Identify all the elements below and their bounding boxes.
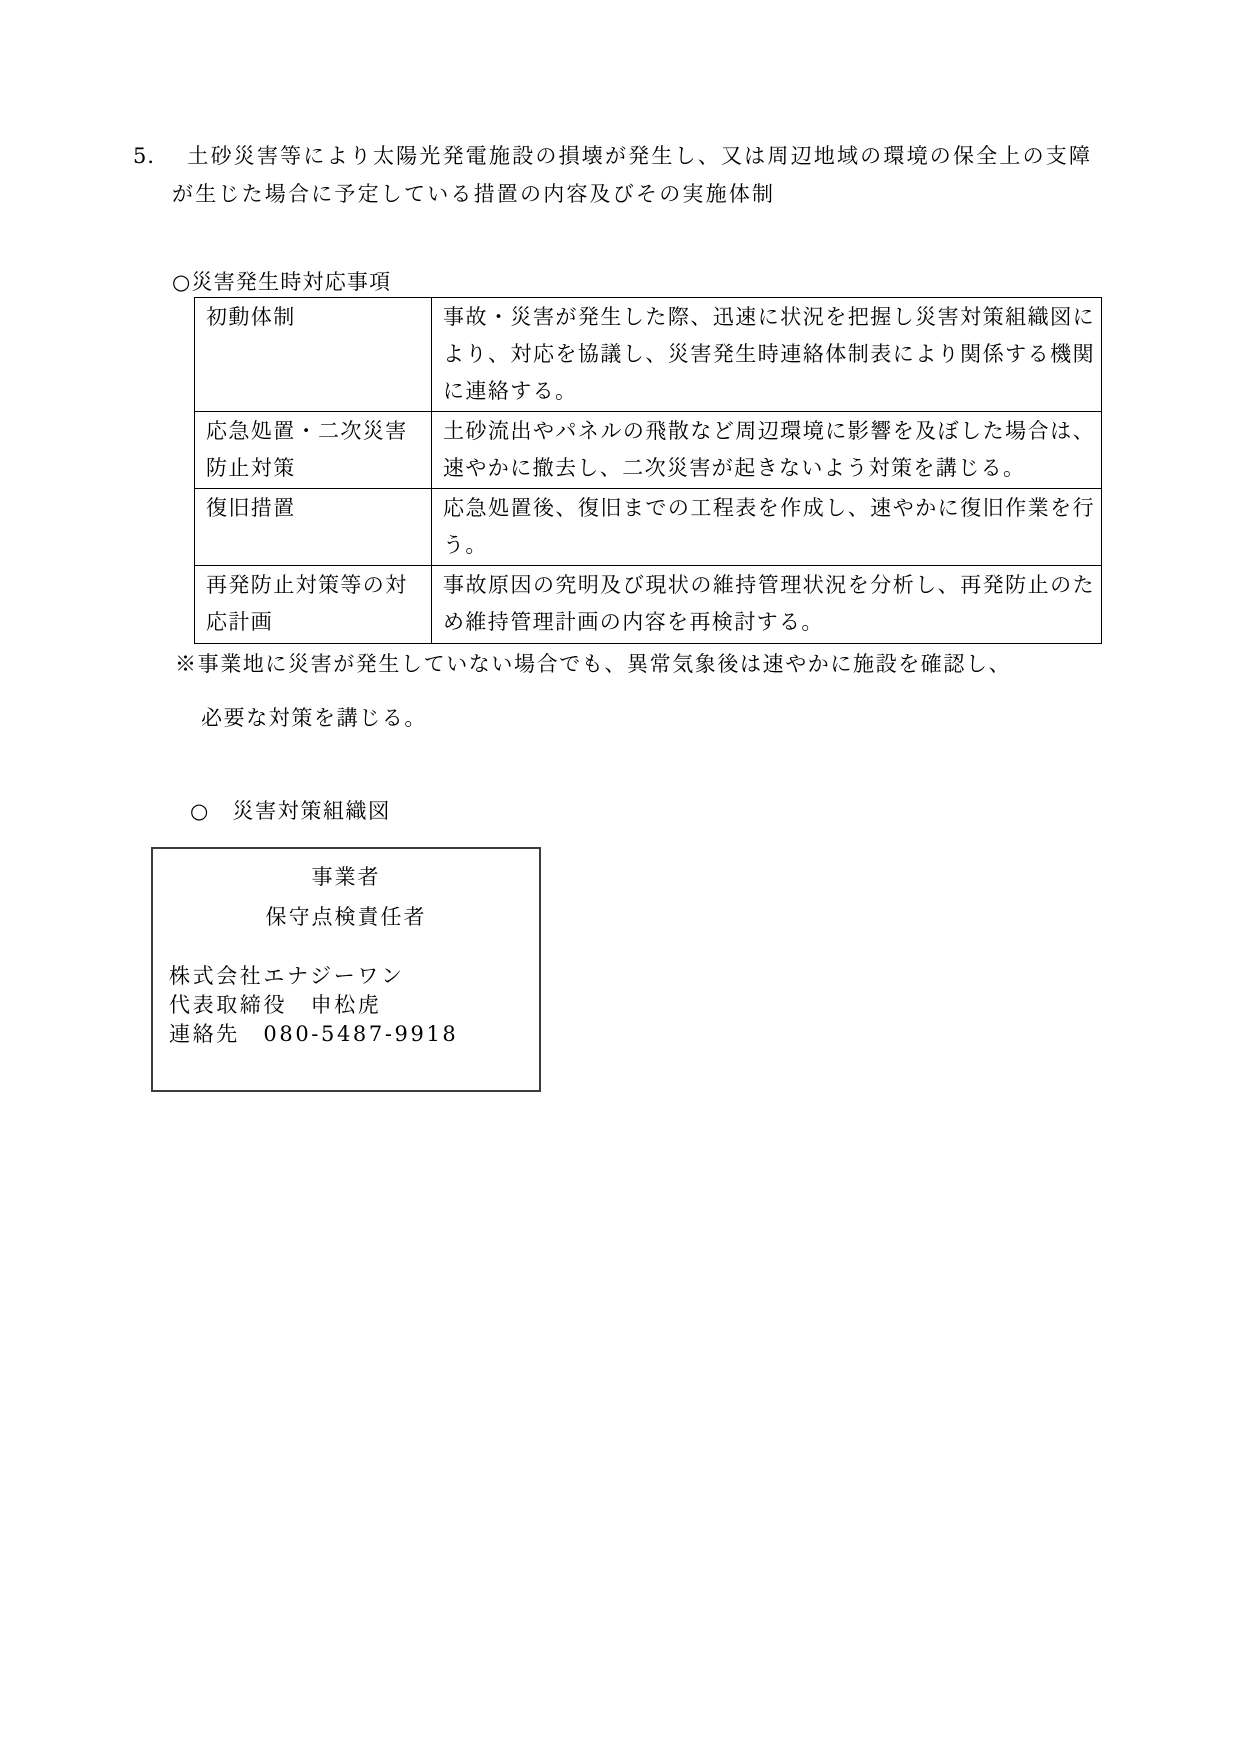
company-name: 株式会社エナジーワン: [169, 964, 405, 988]
org-company-block: [169, 962, 458, 1049]
response-table-container: [194, 297, 1102, 644]
representative-name: 代表取締役 申松虎: [169, 993, 382, 1017]
org-role-maintenance-manager: 保守点検責任者: [265, 905, 427, 929]
org-chart-title: ○ 災害対策組織図: [190, 799, 391, 823]
response-section-title: ○災害発生時対応事項: [172, 270, 392, 294]
table-row: [195, 412, 1102, 489]
measure-description: 土砂流出やパネルの飛散など周辺環境に影響を及ぼした場合は、速やかに撤去し、二次災害が起きないよう対策を講じる。: [432, 412, 1102, 489]
section-number: 5．: [133, 144, 170, 168]
section-heading-text: 土砂災害等により太陽光発電施設の損壊が発生し、又は周辺地域の環境の保全上の支障: [187, 144, 1093, 168]
measure-description: 事故原因の究明及び現状の維持管理状況を分析し、再発防止のため維持管理計画の内容を再検討する。: [432, 566, 1102, 644]
table-row: [195, 489, 1102, 566]
section-heading-line2: が生じた場合に予定している措置の内容及びその実施体制: [172, 182, 776, 206]
org-chart-box: [151, 847, 541, 1092]
table-note-line2: 必要な対策を講じる。: [201, 706, 427, 730]
org-role-operator: 事業者: [311, 865, 381, 889]
measure-label: 再発防止対策等の対応計画: [195, 566, 432, 644]
response-table: [194, 297, 1102, 644]
contact-phone: 連絡先 080-5487-9918: [169, 1022, 459, 1046]
section-heading-line1: [133, 140, 1092, 170]
measure-description: 応急処置後、復旧までの工程表を作成し、速やかに復旧作業を行う。: [432, 489, 1102, 566]
table-note-line1: ※事業地に災害が発生していない場合でも、異常気象後は速やかに施設を確認し、: [175, 652, 1012, 676]
measure-label: 復旧措置: [195, 489, 432, 566]
table-row: [195, 298, 1102, 412]
measure-description: 事故・災害が発生した際、迅速に状況を把握し災害対策組織図により、対応を協議し、災害発生時連絡体制表により関係する機関に連絡する。: [432, 298, 1102, 412]
table-row: [195, 566, 1102, 644]
measure-label: 初動体制: [195, 298, 432, 412]
measure-label: 応急処置・二次災害防止対策: [195, 412, 432, 489]
